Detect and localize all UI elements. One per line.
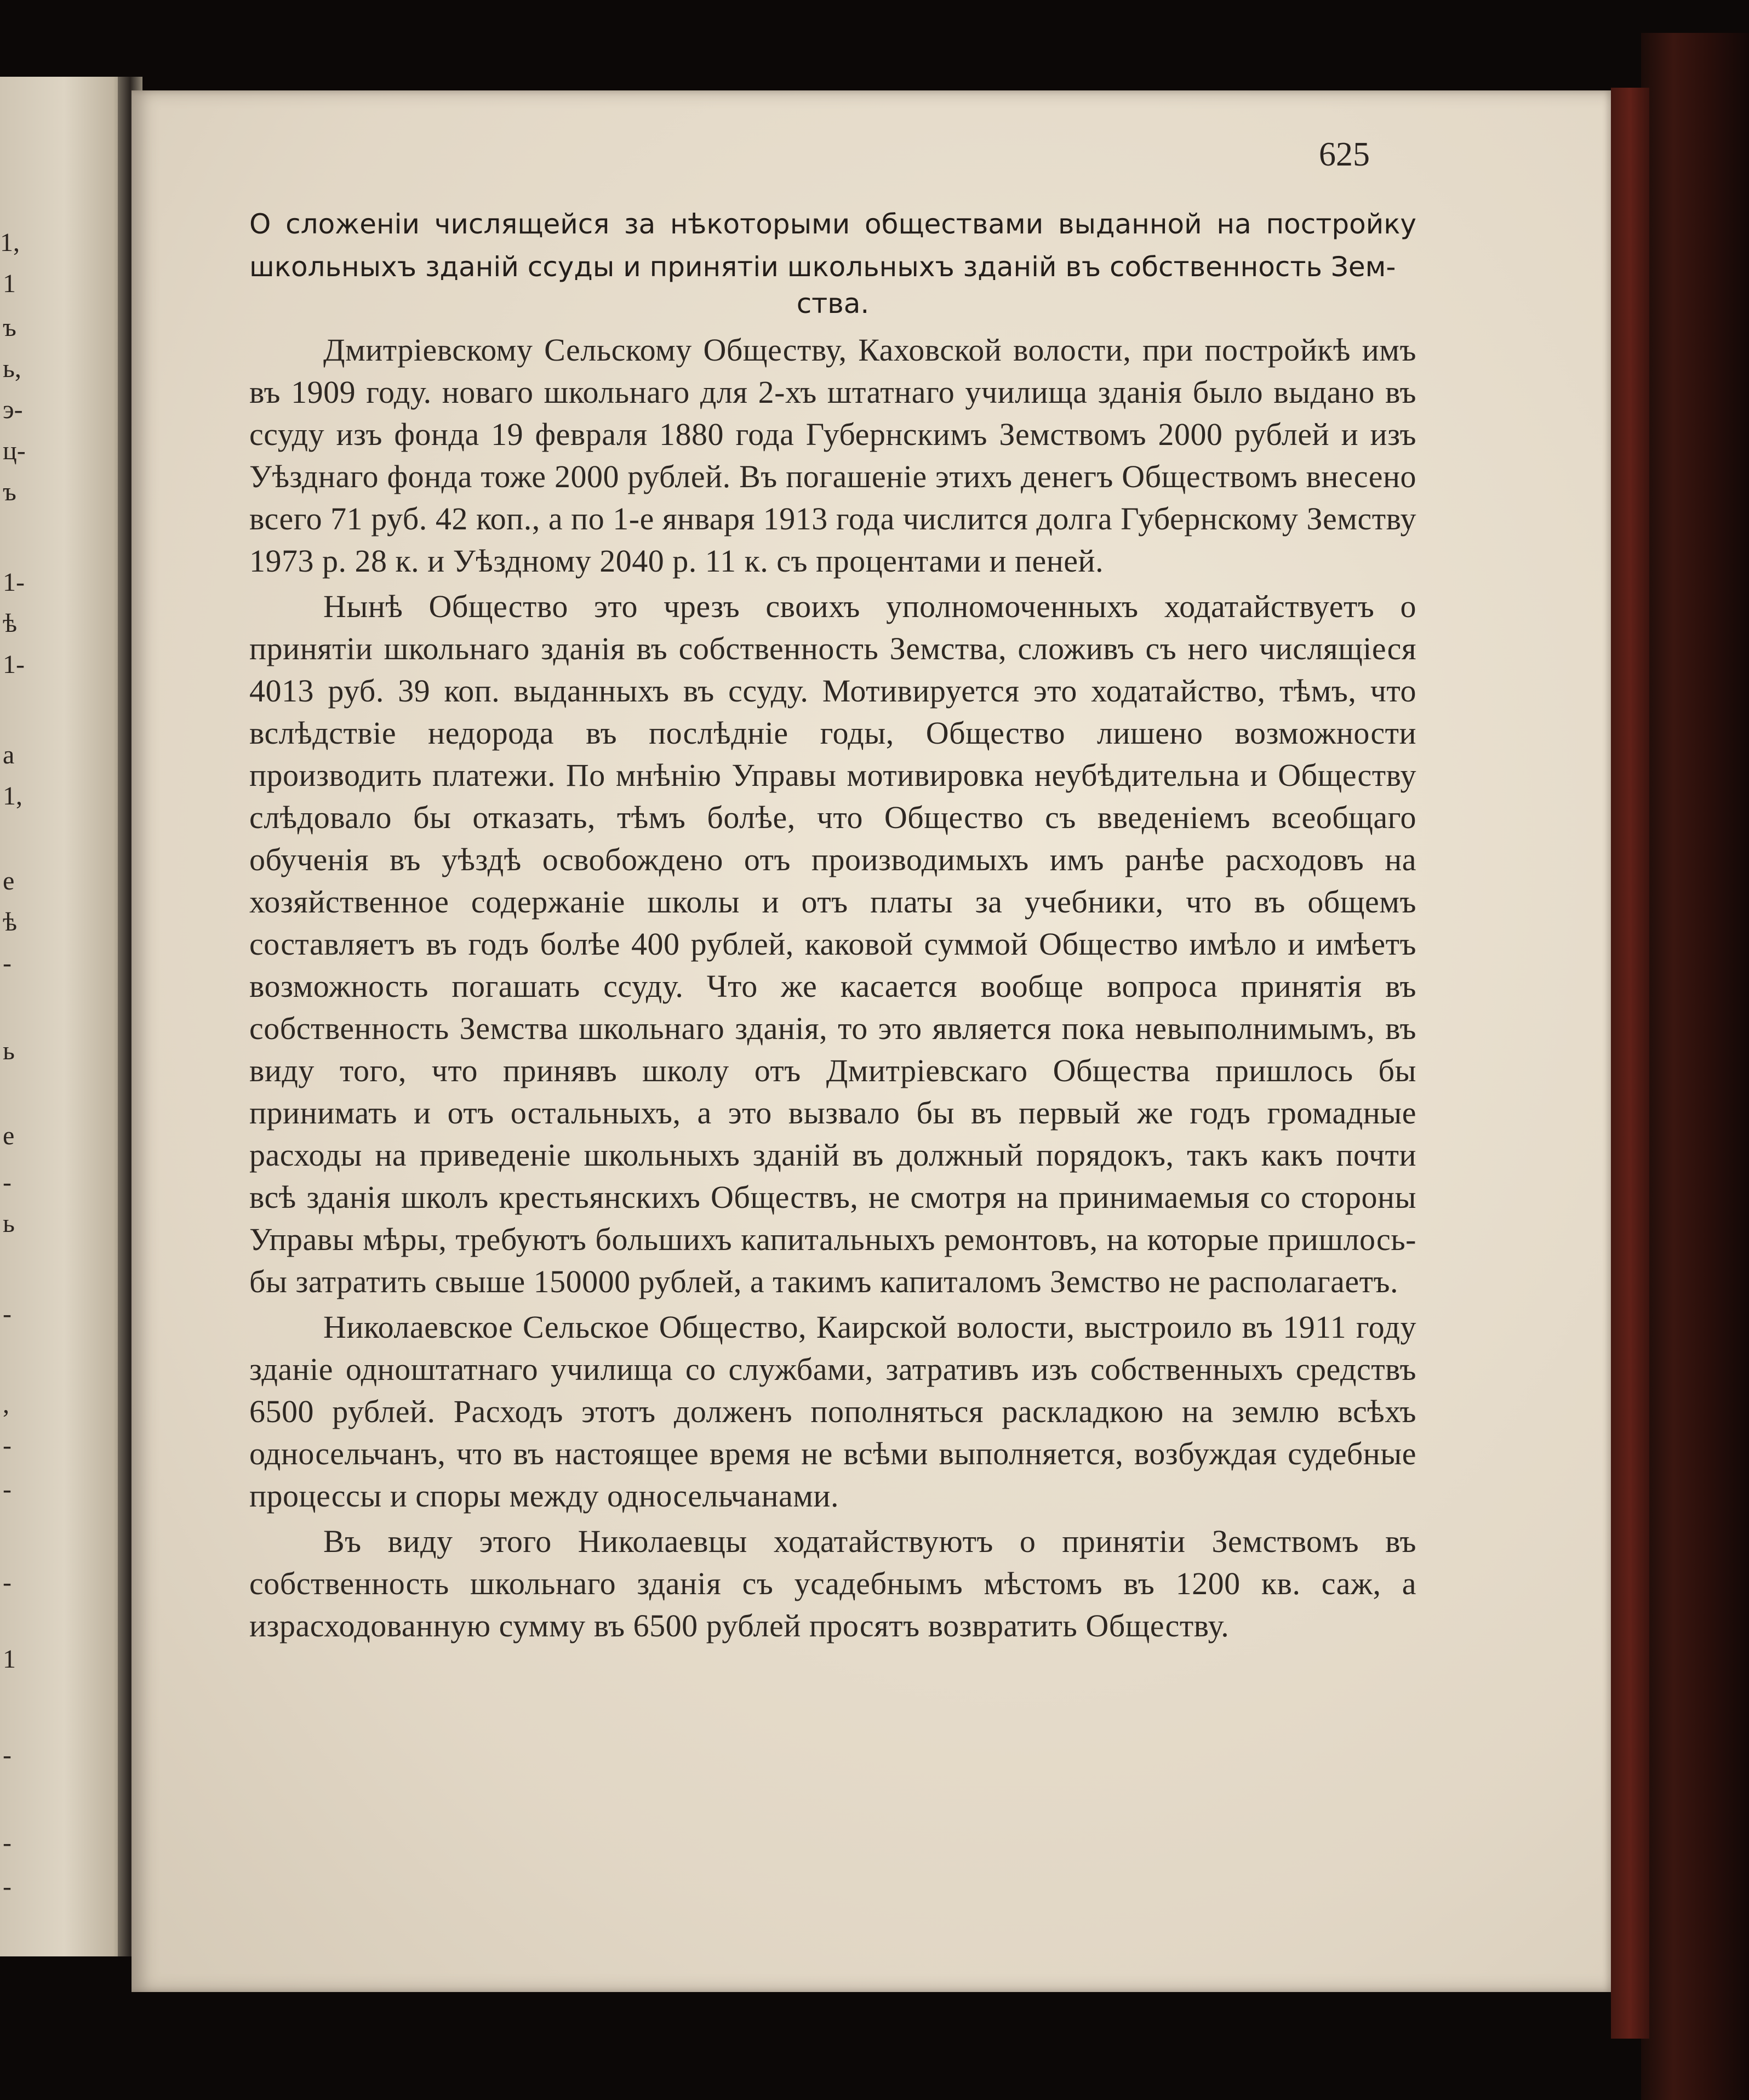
- margin-fragment: -: [3, 1431, 12, 1460]
- margin-fragment: 1-: [3, 650, 25, 679]
- margin-fragment: ъ: [3, 477, 16, 506]
- page-number: 625: [1319, 136, 1370, 173]
- margin-fragment: -: [3, 1299, 12, 1328]
- margin-fragment: -: [3, 1872, 12, 1901]
- section-heading: О сложенiи числящейся за нѣкоторыми обществами выданной на постройку школьныхъ зданiй ссуды и принятiи школьныхъ зданiй въ собственность Зем-: [249, 208, 1416, 283]
- margin-fragment: ѣ: [3, 908, 18, 937]
- margin-fragment: ь: [3, 1209, 15, 1238]
- margin-fragment: 1,: [3, 781, 22, 811]
- margin-fragment: -: [3, 1475, 12, 1504]
- margin-fragment: 1-: [3, 568, 25, 597]
- margin-fragment: -: [3, 1168, 12, 1197]
- margin-fragment: ь: [3, 1036, 15, 1065]
- left-facing-page: [0, 77, 129, 1956]
- margin-fragment: э-: [3, 395, 23, 424]
- section-heading-last-line: ства.: [796, 288, 870, 319]
- margin-fragment: а: [3, 740, 15, 769]
- book-spine-right: [1641, 33, 1749, 2100]
- margin-fragment: 1: [3, 269, 16, 298]
- margin-fragment: -: [3, 1828, 12, 1857]
- margin-fragment: -: [3, 1568, 12, 1597]
- document-page: [132, 90, 1611, 1992]
- paragraph: Николаевское Сельское Общество, Каирской волости, выстроило въ 1911 году зданiе одноштатнаго училища со службами, затративъ изъ собственныхъ средствъ 6500 рублей. Расходъ этотъ долженъ пополняться раскладкою на землю всѣхъ односельчанъ, что въ настоящее время не всѣми выполняется, возбуждая судебные процессы и споры между односельчанами.: [249, 1309, 1416, 1514]
- margin-fragment: ц-: [3, 436, 26, 465]
- margin-fragment: ъ: [3, 313, 16, 342]
- margin-fragment: ѣ: [3, 609, 18, 638]
- margin-fragment: -: [3, 949, 12, 978]
- margin-fragment: 1,: [0, 228, 20, 257]
- body-text: [249, 329, 1416, 1650]
- paragraph: Дмитрiевскому Сельскому Обществу, Каховской волости, при постройкѣ имъ въ 1909 году. новаго школьнаго для 2-хъ штатнаго училища зданiя было выдано въ ссуду изъ фонда 19 февраля 1880 года Губернскимъ Земствомъ 2000 рублей и изъ Уѣзднаго фонда тоже 2000 рублей. Въ погашенiе этихъ денегъ Обществомъ внесено всего 71 руб. 42 коп., а по 1-е января 1913 года числится долга Губернскому Земству 1973 р. 28 к. и Уѣздному 2040 р. 11 к. съ процентами и пеней.: [249, 332, 1416, 579]
- paragraph: Нынѣ Общество это чрезъ своихъ уполномоченныхъ ходатайствуетъ о принятiи школьнаго зданiя въ собственность Земства, сложивъ съ него числящiеся 4013 руб. 39 коп. выданныхъ въ ссуду. Мотивируется это ходатайство, тѣмъ, что вслѣдствiе недорода въ послѣднiе годы, Общество лишено возможности производить платежи. По мнѣнiю Управы мотивировка неубѣдительна и Обществу слѣдовало бы отказать, тѣмъ болѣе, что Общество съ введенiемъ всеобщаго обученiя въ уѣздѣ освобождено отъ производимыхъ имъ ранѣе расходовъ на хозяйственное содержанiе школы и отъ платы за учебники, что въ общемъ составляетъ въ годъ болѣе 400 рублей, каковой суммой Общество имѣло и имѣетъ возможность погашать ссуду. Что же касается вообще вопроса принятiя въ собственность Земства школьнаго зданiя, то это является пока невыполнимымъ, въ виду того, что принявъ школу отъ Дмитрiевскаго Общества пришлось бы принимать и отъ остальныхъ, а это вызвало бы въ первый же годъ громадные расходы на приведенiе школьныхъ зданiй въ должный порядокъ, такъ какъ почти всѣ зданiя школъ крестьянскихъ Обществъ, не смотря на принимаемыя со стороны Управы мѣры, требуютъ большихъ капитальныхъ ремонтовъ, на которые пришлось-бы затратить свыше 150000 рублей, а такимъ капиталомъ Земство не располагаетъ.: [249, 589, 1416, 1299]
- margin-fragment: 1: [3, 1645, 16, 1674]
- margin-fragment: ь,: [3, 354, 21, 383]
- margin-fragment: ,: [3, 1390, 9, 1419]
- margin-fragment: е: [3, 866, 15, 895]
- binding-cloth: [1611, 88, 1649, 2039]
- paragraph: Въ виду этого Николаевцы ходатайствуютъ о принятiи Земствомъ въ собственность школьнаго зданiя съ усадебнымъ мѣстомъ въ 1200 кв. саж, а израсходованную сумму въ 6500 рублей просятъ возвратить Обществу.: [249, 1523, 1416, 1644]
- margin-fragment: е: [3, 1121, 15, 1150]
- margin-fragment: -: [3, 1741, 12, 1770]
